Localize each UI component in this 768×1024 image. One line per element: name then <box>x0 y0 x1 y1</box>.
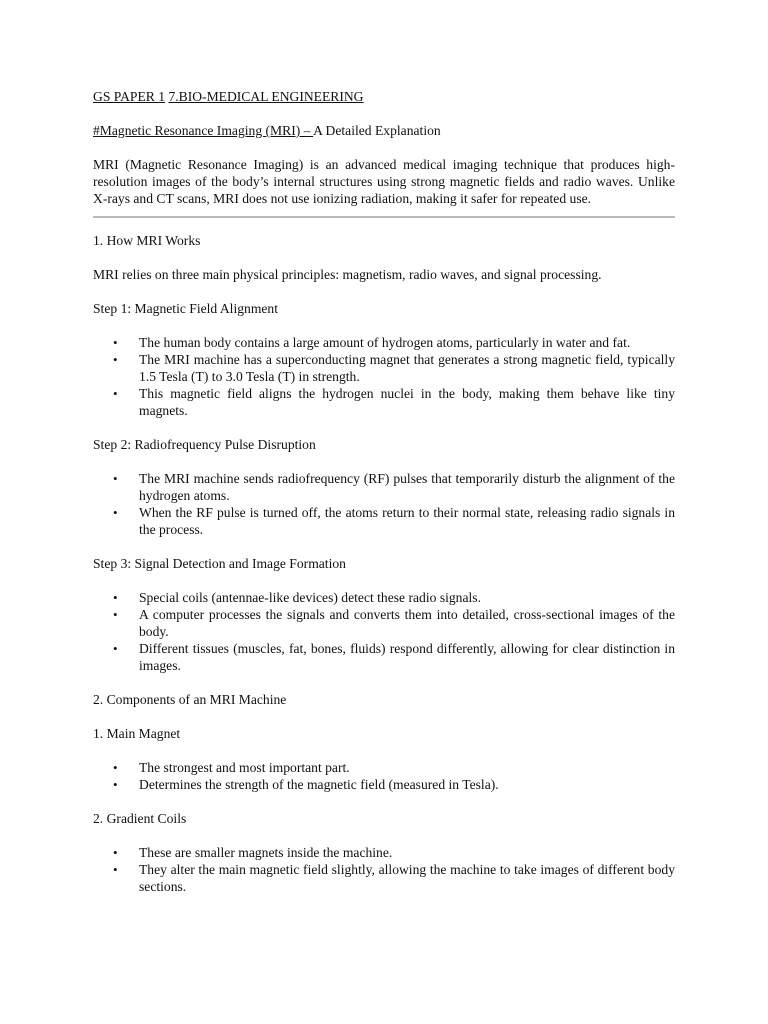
topic-rest: A Detailed Explanation <box>313 123 441 138</box>
intro-paragraph: MRI (Magnetic Resonance Imaging) is an advanced medical imaging technique that produces high-resolution images of the body’s internal structures using strong magnetic fields and radio waves. Unlike X-rays and CT scans, MRI does not use ionizing radiation, making it safer for repeated use. <box>93 157 675 206</box>
bullet-icon: • <box>113 862 118 877</box>
bullet-icon: • <box>113 335 118 350</box>
step2-title: Step 2: Radiofrequency Pulse Disruption <box>93 437 316 452</box>
list-item: • The strongest and most important part. <box>113 760 350 775</box>
paper-label: GS PAPER 1 <box>93 89 166 104</box>
list-item: • Different tissues (muscles, fat, bones, fluids) respond differently, allowing for clear distinction in images. <box>113 641 675 673</box>
bullet-icon: • <box>113 760 118 775</box>
section1-lead: MRI relies on three main physical principles: magnetism, radio waves, and signal processing. <box>93 267 602 282</box>
bullet-icon: • <box>113 641 118 656</box>
section2-title: 2. Components of an MRI Machine <box>93 692 287 707</box>
list-item: • The MRI machine has a superconducting magnet that generates a strong magnetic field, typically 1.5 Tesla (T) to 3.0 Tesla (T) in strength. <box>113 352 675 384</box>
bullet-icon: • <box>113 845 118 860</box>
gradient-coils-title: 2. Gradient Coils <box>93 811 187 826</box>
bullet-icon: • <box>113 607 118 622</box>
list-item: • A computer processes the signals and converts them into detailed, cross-sectional images of the body. <box>113 607 675 639</box>
main-magnet-list <box>93 759 675 793</box>
bullet-icon: • <box>113 505 118 520</box>
step1-list <box>93 334 675 419</box>
list-item: • Special coils (antennae-like devices) detect these radio signals. <box>113 590 481 605</box>
step1-title: Step 1: Magnetic Field Alignment <box>93 301 279 316</box>
list-item: • The MRI machine sends radiofrequency (RF) pulses that temporarily disturb the alignment of the hydrogen atoms. <box>113 471 675 503</box>
list-item: • This magnetic field aligns the hydrogen nuclei in the body, making them behave like tiny magnets. <box>113 386 675 418</box>
subject-label: 7.BIO-MEDICAL ENGINEERING <box>168 89 364 104</box>
bullet-icon: • <box>113 352 118 367</box>
step2-list <box>93 470 675 538</box>
list-item: • Determines the strength of the magnetic field (measured in Tesla). <box>113 777 499 792</box>
step3-list <box>93 589 675 674</box>
bullet-icon: • <box>113 471 118 486</box>
document-content <box>93 88 675 895</box>
horizontal-rule <box>93 216 675 218</box>
step3-title: Step 3: Signal Detection and Image Formation <box>93 556 346 571</box>
gradient-coils-list <box>93 844 675 895</box>
bullet-icon: • <box>113 777 118 792</box>
section1-title: 1. How MRI Works <box>93 233 201 248</box>
topic-underlined: #Magnetic Resonance Imaging (MRI) – <box>93 123 314 138</box>
list-item: • These are smaller magnets inside the machine. <box>113 845 393 860</box>
paper-heading <box>93 88 675 105</box>
list-item: • They alter the main magnetic field slightly, allowing the machine to take images of different body sections. <box>113 862 675 894</box>
list-item: • When the RF pulse is turned off, the atoms return to their normal state, releasing radio signals in the process. <box>113 505 675 537</box>
bullet-icon: • <box>113 590 118 605</box>
list-item: • The human body contains a large amount of hydrogen atoms, particularly in water and fat. <box>113 335 631 350</box>
main-magnet-title: 1. Main Magnet <box>93 726 181 741</box>
bullet-icon: • <box>113 386 118 401</box>
topic-heading <box>93 122 675 139</box>
